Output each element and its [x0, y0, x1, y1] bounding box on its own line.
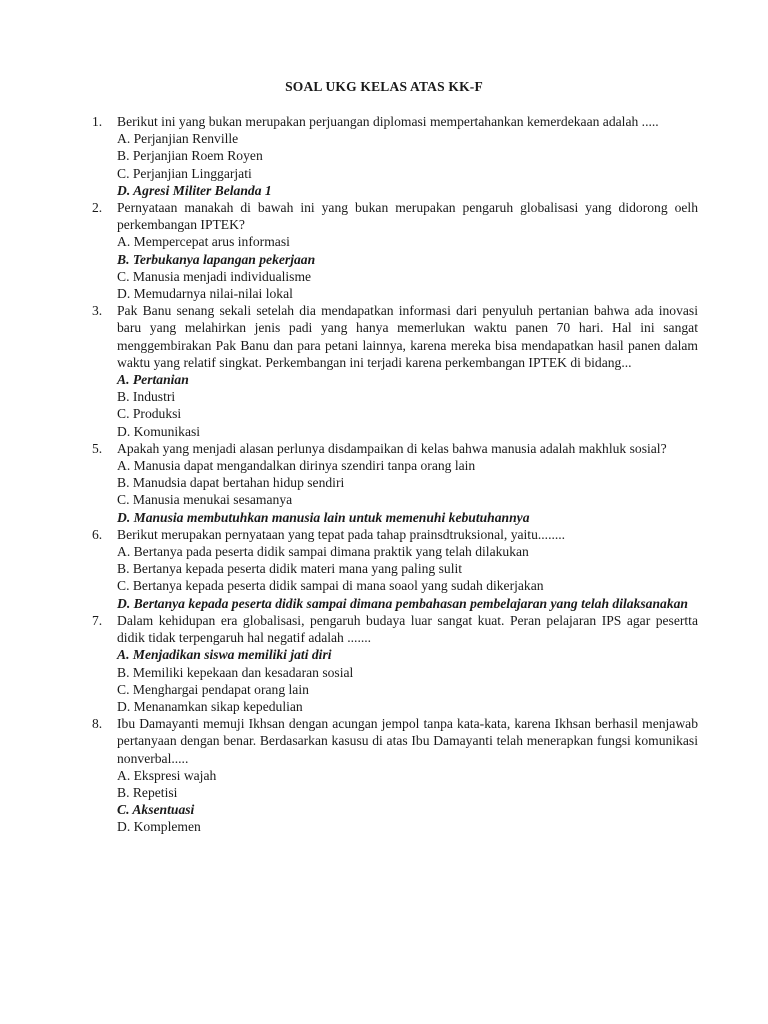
answer-option: C. Manusia menukai sesamanya: [117, 492, 293, 508]
answer-option: D. Komplemen: [117, 819, 201, 835]
document-title: SOAL UKG KELAS ATAS KK-F: [285, 79, 483, 94]
answer-option: B. Memiliki kepekaan dan kesadaran sosial: [117, 664, 354, 680]
answer-option: C. Produksi: [117, 406, 182, 422]
question-list: [92, 113, 698, 836]
answer-option: C. Manusia menjadi individualisme: [117, 268, 312, 284]
question-number: 3.: [92, 303, 103, 319]
answer-option: D. Menanamkan sikap kepedulian: [117, 698, 303, 714]
question-item: [92, 302, 698, 440]
question-item: [92, 612, 698, 715]
answer-option: D. Memudarnya nilai-nilai lokal: [117, 286, 293, 302]
question-number: 8.: [92, 716, 103, 732]
question-item: [92, 199, 698, 302]
answer-option: C. Bertanya kepada peserta didik sampai di mana soaol yang sudah dikerjakan: [117, 578, 544, 594]
question-item: [92, 715, 698, 835]
answer-option: B. Repetisi: [117, 784, 178, 800]
answer-option: B. Industri: [117, 389, 176, 405]
answer-option: B. Perjanjian Roem Royen: [117, 148, 263, 164]
answer-option-correct: C. Aksentuasi: [117, 802, 195, 818]
question-text: Berikut ini yang bukan merupakan perjuangan diplomasi mempertahankan kemerdekaan adalah .....: [117, 114, 659, 129]
question-item: [92, 526, 698, 612]
question-text: Ibu Damayanti memuji Ikhsan dengan acungan jempol tanpa kata-kata, karena Ikhsan berhasil menjawab pertanyaan dengan benar. Berdasarkan kasusu di atas Ibu Damayanti telah menerapkan fungsi komunikasi nonverbal.....: [117, 716, 698, 766]
question-text: Pernyataan manakah di bawah ini yang bukan merupakan pengaruh globalisasi yang didorong oelh perkembangan IPTEK?: [117, 200, 698, 233]
answer-option: C. Perjanjian Linggarjati: [117, 165, 252, 181]
question-item: [92, 113, 698, 199]
answer-option: A. Ekspresi wajah: [117, 767, 217, 783]
question-number: 6.: [92, 526, 103, 542]
answer-option-correct: A. Pertanian: [117, 372, 189, 388]
answer-option-correct: D. Agresi Militer Belanda 1: [117, 182, 272, 198]
answer-option-correct: B. Terbukanya lapangan pekerjaan: [117, 251, 316, 267]
question-text: Dalam kehidupan era globalisasi, pengaruh budaya luar sangat kuat. Peran pelajaran IPS agar pesertta didik tidak terpengaruh hal negatif adalah .......: [117, 612, 698, 646]
question-text: Apakah yang menjadi alasan perlunya disdampaikan di kelas bahwa manusia adalah makhluk sosial?: [117, 440, 667, 456]
question-item: [92, 440, 698, 526]
answer-option-correct: D. Bertanya kepada peserta didik sampai dimana pembahasan pembelajaran yang telah dilaksanakan: [117, 595, 688, 611]
answer-option: A. Mempercepat arus informasi: [117, 234, 290, 250]
answer-option: A. Manusia dapat mengandalkan dirinya szendiri tanpa orang lain: [117, 458, 476, 474]
question-text: Pak Banu senang sekali setelah dia mendapatkan informasi dari penyuluh pertanian bahwa ada inovasi baru yang melahirkan jenis padi yang hanya memerlukan waktu panen 70 hari. Hal ini sangat menggembirakan Pak Banu dan para petani lainnya, karena mereka bisa mendapatkan hasil panen dalam waktu yang relatif singkat. Perkembangan ini terjadi karena perkembangan IPTEK di bidang...: [117, 303, 698, 370]
question-text: Berikut merupakan pernyataan yang tepat pada tahap prainsdtruksional, yaitu........: [117, 526, 566, 542]
answer-option: A. Bertanya pada peserta didik sampai dimana praktik yang telah dilakukan: [117, 544, 529, 560]
question-number: 2.: [92, 200, 103, 216]
answer-option: C. Menghargai pendapat orang lain: [117, 681, 309, 697]
answer-option-correct: A. Menjadikan siswa memiliki jati diri: [117, 647, 332, 663]
answer-option-correct: D. Manusia membutuhkan manusia lain untuk memenuhi kebutuhannya: [117, 509, 530, 525]
answer-option: B. Manudsia dapat bertahan hidup sendiri: [117, 475, 345, 491]
answer-option: A. Perjanjian Renville: [117, 131, 239, 147]
question-number: 7.: [92, 612, 103, 628]
answer-option: B. Bertanya kepada peserta didik materi mana yang paling sulit: [117, 561, 463, 577]
question-number: 5.: [92, 440, 103, 456]
answer-option: D. Komunikasi: [117, 423, 201, 439]
question-number: 1.: [92, 114, 103, 129]
